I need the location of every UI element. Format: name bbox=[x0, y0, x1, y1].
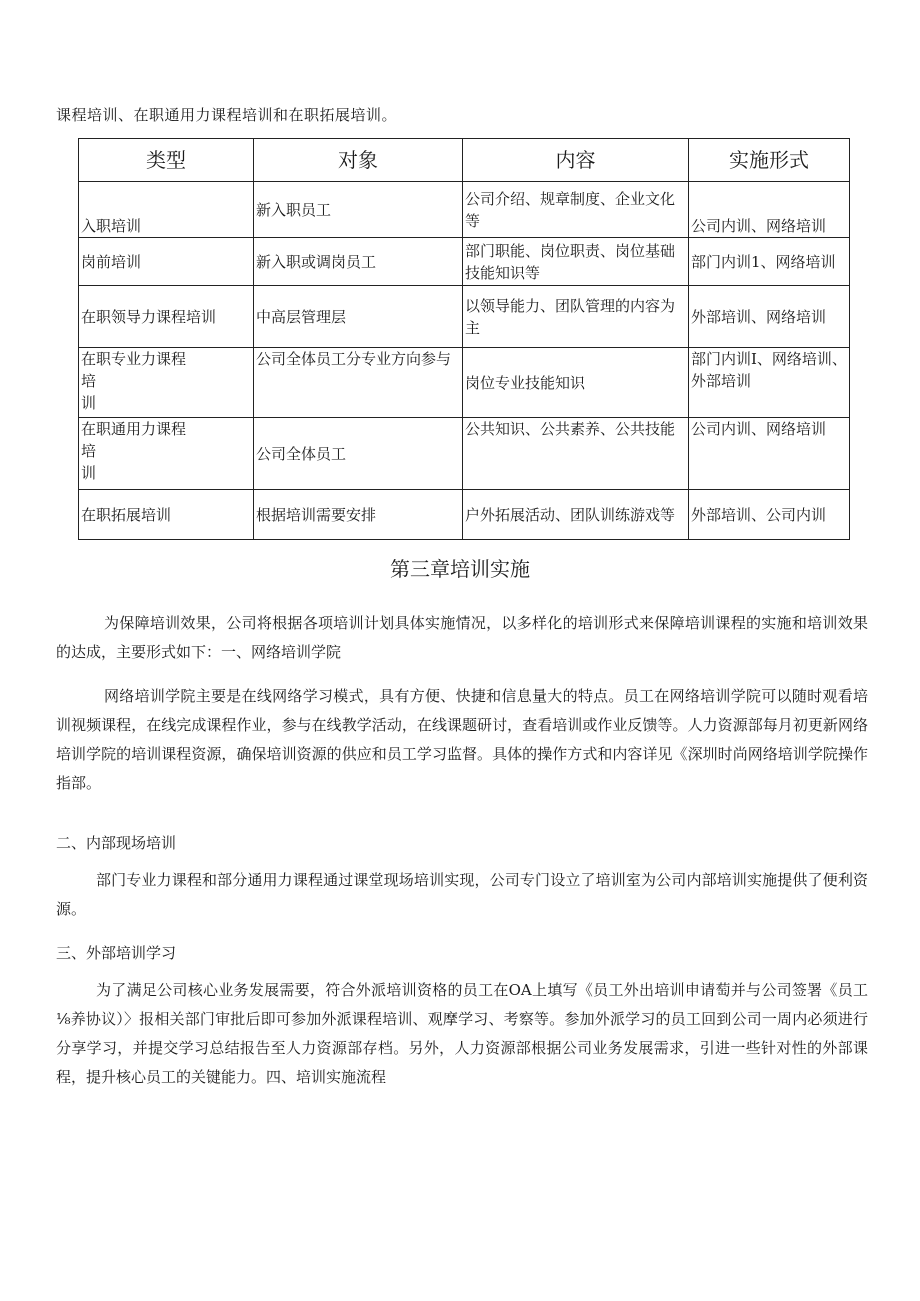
chapter-title: 第三章培训实施 bbox=[390, 557, 530, 581]
cell-content: 部门职能、岗位职责、岗位基础技能知识等 bbox=[463, 238, 689, 286]
header-type: 类型 bbox=[79, 139, 254, 182]
cell-type: 在职专业力课程 培 训 bbox=[79, 348, 254, 418]
cell-content: 以领导能力、团队管理的内容为主 bbox=[463, 286, 689, 348]
training-types-table bbox=[78, 138, 850, 540]
cell-content: 公司介绍、规章制度、企业文化等 bbox=[463, 182, 689, 238]
section-heading-internal: 二、内部现场培训 bbox=[56, 834, 177, 852]
cell-content: 岗位专业技能知识 bbox=[463, 348, 689, 418]
cell-form: 部门内训1、网络培训 bbox=[689, 238, 850, 286]
cell-type: 在职拓展培训 bbox=[79, 490, 254, 540]
cell-form: 外部培训、网络培训 bbox=[689, 286, 850, 348]
table-row bbox=[79, 286, 850, 348]
cell-target: 新入职或调岗员工 bbox=[254, 238, 463, 286]
cell-type: 在职领导力课程培训 bbox=[79, 286, 254, 348]
table-row bbox=[79, 182, 850, 238]
paragraph-forms-intro: 为保障培训效果，公司将根据各项培训计划具体实施情况，以多样化的培训形式来保障培训课程的实施和培训效果的达成，主要形式如下：一、网络培训学院 bbox=[56, 614, 868, 661]
table-header-row bbox=[79, 139, 850, 182]
cell-target: 公司全体员工分专业方向参与 bbox=[254, 348, 463, 418]
table-row bbox=[79, 490, 850, 540]
cell-target: 新入职员工 bbox=[254, 182, 463, 238]
header-target: 对象 bbox=[254, 139, 463, 182]
table-row bbox=[79, 418, 850, 490]
cell-form: 公司内训、网络培训 bbox=[689, 182, 850, 238]
cell-target: 公司全体员工 bbox=[254, 418, 463, 490]
cell-content: 户外拓展活动、团队训练游戏等 bbox=[463, 490, 689, 540]
cell-form: 公司内训、网络培训 bbox=[689, 418, 850, 490]
paragraph-internal-training: 部门专业力课程和部分通用力课程通过课堂现场培训实现，公司专门设立了培训室为公司内部培训实施提供了便利资源。 bbox=[56, 871, 868, 918]
paragraph-external-training: 为了满足公司核心业务发展需要，符合外派培训资格的员工在OA上填写《员工外出培训申请萄并与公司签署《员工⅛养协议）〉报相关部门审批后即可参加外派课程培训、观摩学习、考察等。参加外派学习的员工回到公司一周内必须进行分享学习，并提交学习总结报告至人力资源部存档。另外，人力资源部根据公司业务发展需求，引进一些针对性的外部课程，提升核心员工的关键能力。四、培训实施流程 bbox=[56, 981, 868, 1086]
table-row bbox=[79, 348, 850, 418]
header-form: 实施形式 bbox=[689, 139, 850, 182]
intro-line: 课程培训、在职通用力课程培训和在职拓展培训。 bbox=[56, 106, 398, 124]
section-heading-external: 三、外部培训学习 bbox=[56, 944, 177, 962]
header-content: 内容 bbox=[463, 139, 689, 182]
cell-target: 根据培训需要安排 bbox=[254, 490, 463, 540]
cell-form: 部门内训I、网络培训、外部培训 bbox=[689, 348, 850, 418]
cell-type: 岗前培训 bbox=[79, 238, 254, 286]
table-row bbox=[79, 238, 850, 286]
cell-type: 入职培训 bbox=[79, 182, 254, 238]
cell-target: 中高层管理层 bbox=[254, 286, 463, 348]
cell-content: 公共知识、公共素养、公共技能 bbox=[463, 418, 689, 490]
paragraph-online-academy: 网络培训学院主要是在线网络学习模式，具有方便、快捷和信息量大的特点。员工在网络培训学院可以随时观看培训视频课程，在线完成课程作业，参与在线教学活动，在线课题研讨，查看培训或作业反馈等。人力资源部每月初更新网络培训学院的培训课程资源，确保培训资源的供应和员工学习监督。具体的操作方式和内容详见《深圳时尚网络培训学院操作指部。 bbox=[56, 687, 868, 792]
cell-form: 外部培训、公司内训 bbox=[689, 490, 850, 540]
cell-type: 在职通用力课程 培 训 bbox=[79, 418, 254, 490]
